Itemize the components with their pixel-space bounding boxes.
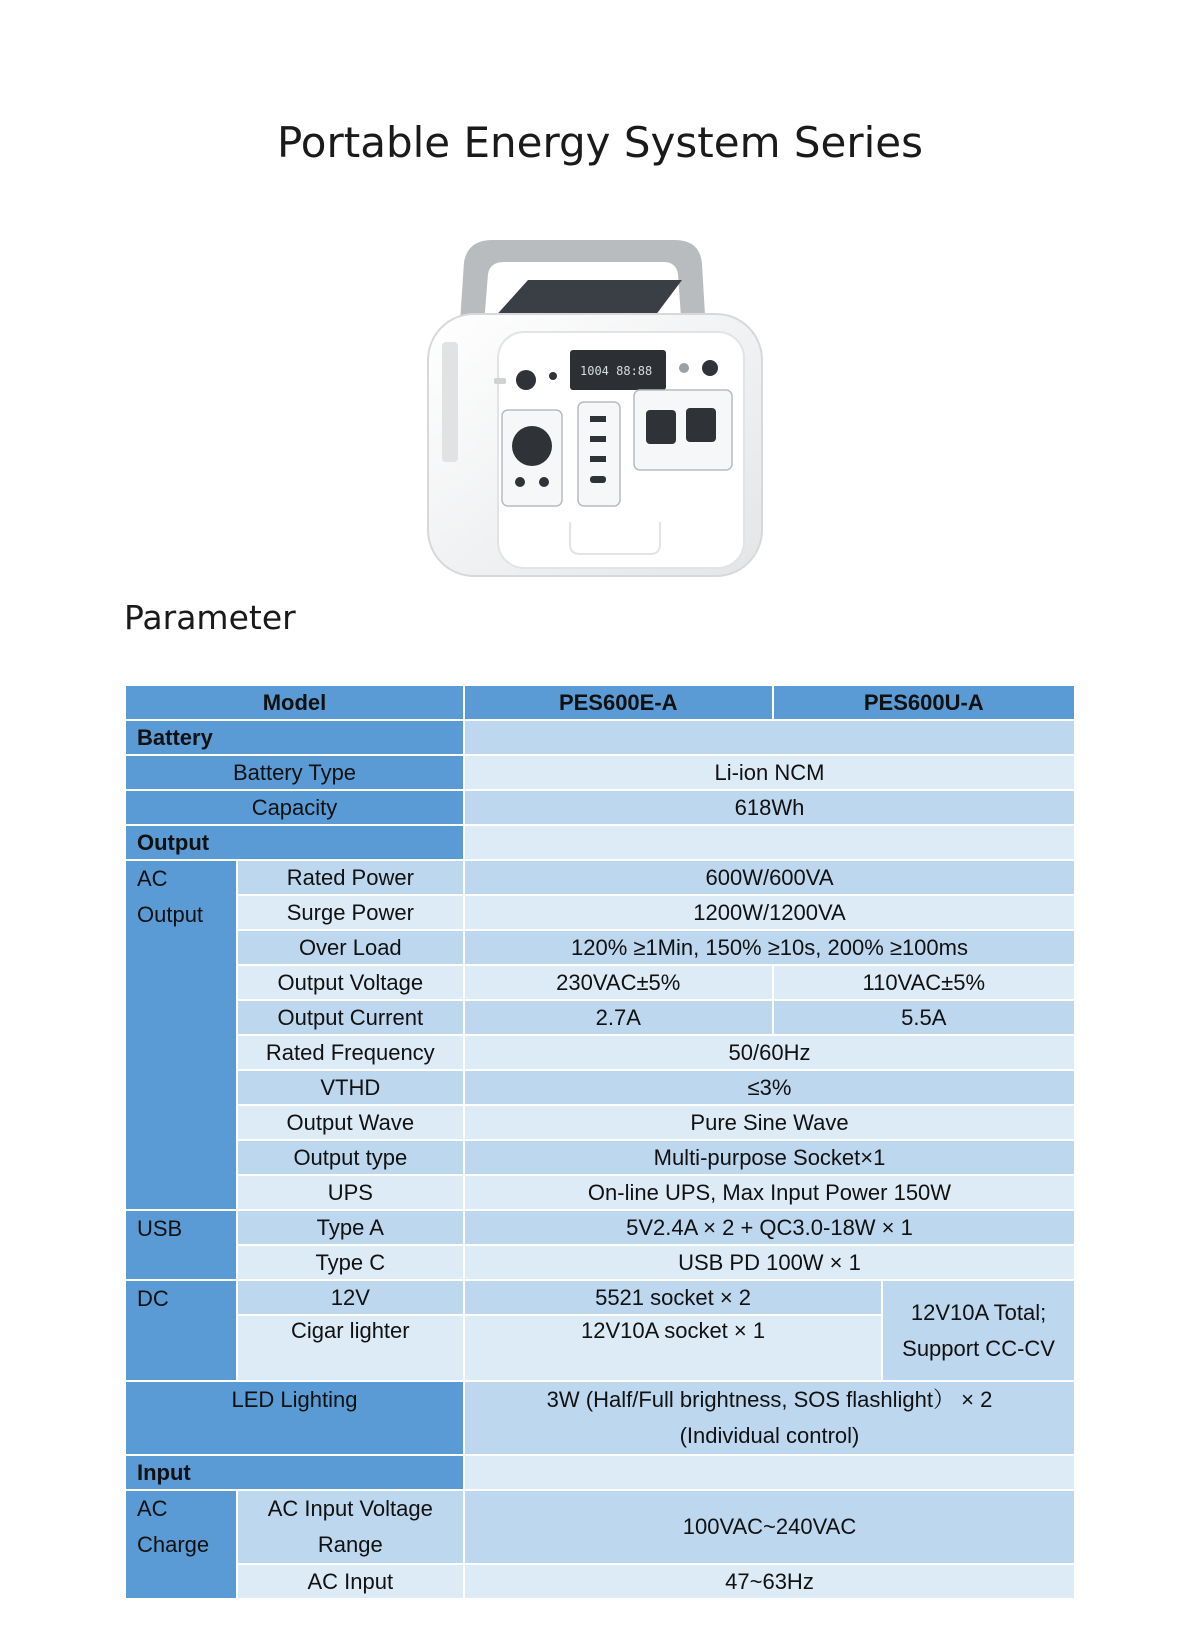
- table-row: [125, 1070, 1075, 1105]
- spec-table: [124, 684, 1076, 1600]
- table-row: [125, 1280, 1075, 1315]
- row-value: 2.7A: [464, 1000, 773, 1035]
- group-ac-output: AC Output: [125, 860, 237, 1210]
- table-header-row: [125, 685, 1075, 720]
- row-label: 12V: [237, 1280, 464, 1315]
- ac-outlet-icon: [686, 408, 716, 442]
- table-row: [125, 965, 1075, 1000]
- header-col1: PES600E-A: [464, 685, 773, 720]
- row-label: Surge Power: [237, 895, 464, 930]
- row-value: 5V2.4A × 2 + QC3.0-18W × 1: [464, 1210, 1075, 1245]
- row-label: Rated Power: [237, 860, 464, 895]
- row-label: Over Load: [237, 930, 464, 965]
- row-value: 47~63Hz: [464, 1564, 1075, 1599]
- group-dc: DC: [125, 1280, 237, 1381]
- row-value: 5521 socket × 2: [464, 1280, 882, 1315]
- section-output-filler: [464, 825, 1075, 860]
- row-value: Multi-purpose Socket×1: [464, 1140, 1075, 1175]
- row-label: Output Voltage: [237, 965, 464, 1000]
- dc-total-value: 12V10A Total; Support CC-CV: [882, 1280, 1075, 1381]
- row-label: Capacity: [125, 790, 464, 825]
- row-label: Cigar lighter: [237, 1315, 464, 1381]
- product-photo: [420, 232, 780, 602]
- row-label: Type A: [237, 1210, 464, 1245]
- table-row: [125, 1210, 1075, 1245]
- row-value: 600W/600VA: [464, 860, 1075, 895]
- row-label: AC Input: [237, 1564, 464, 1599]
- table-row: [125, 1140, 1075, 1175]
- row-value: 3W (Half/Full brightness, SOS flashlight） × 2 (Individual control): [464, 1381, 1075, 1455]
- row-value: 100VAC~240VAC: [464, 1490, 1075, 1564]
- section-input-filler: [464, 1455, 1075, 1490]
- header-model: Model: [125, 685, 464, 720]
- row-label: Output Wave: [237, 1105, 464, 1140]
- row-value: 120% ≥1Min, 150% ≥10s, 200% ≥100ms: [464, 930, 1075, 965]
- section-input: Input: [125, 1455, 464, 1490]
- table-row: [125, 1245, 1075, 1280]
- row-value: 230VAC±5%: [464, 965, 773, 1000]
- row-value: On-line UPS, Max Input Power 150W: [464, 1175, 1075, 1210]
- ac-outlet-icon: [646, 410, 676, 444]
- row-value: Pure Sine Wave: [464, 1105, 1075, 1140]
- row-label: Battery Type: [125, 755, 464, 790]
- row-value: 12V10A socket × 1: [464, 1315, 882, 1381]
- row-value: 5.5A: [773, 1000, 1075, 1035]
- table-row: [125, 1175, 1075, 1210]
- row-value: ≤3%: [464, 1070, 1075, 1105]
- row-value: Li-ion NCM: [464, 755, 1075, 790]
- cigar-socket-icon: [512, 426, 552, 466]
- row-label: AC Input Voltage Range: [237, 1490, 464, 1564]
- row-label: VTHD: [237, 1070, 464, 1105]
- row-label: Output type: [237, 1140, 464, 1175]
- group-ac-charge: AC Charge: [125, 1490, 237, 1599]
- header-col2: PES600U-A: [773, 685, 1075, 720]
- table-row: [125, 1490, 1075, 1564]
- row-value: 110VAC±5%: [773, 965, 1075, 1000]
- row-label: Output Current: [237, 1000, 464, 1035]
- table-row: [125, 895, 1075, 930]
- table-row: [125, 755, 1075, 790]
- parameter-heading: Parameter: [124, 598, 296, 637]
- lcd-reading: 1004 88:88: [580, 364, 653, 378]
- section-battery-filler: [464, 720, 1075, 755]
- section-output: Output: [125, 825, 464, 860]
- table-row: [125, 1564, 1075, 1599]
- table-row: [125, 1000, 1075, 1035]
- row-value: 618Wh: [464, 790, 1075, 825]
- table-row: [125, 1381, 1075, 1455]
- table-row: [125, 790, 1075, 825]
- row-label: Type C: [237, 1245, 464, 1280]
- page-title: Portable Energy System Series: [276, 118, 924, 167]
- table-row: [125, 720, 1075, 755]
- table-row: [125, 860, 1075, 895]
- table-row: [125, 1105, 1075, 1140]
- section-battery: Battery: [125, 720, 464, 755]
- group-usb: USB: [125, 1210, 237, 1280]
- row-label: LED Lighting: [125, 1381, 464, 1455]
- row-value: USB PD 100W × 1: [464, 1245, 1075, 1280]
- table-row: [125, 930, 1075, 965]
- row-value: 1200W/1200VA: [464, 895, 1075, 930]
- row-label: UPS: [237, 1175, 464, 1210]
- table-row: [125, 1455, 1075, 1490]
- table-row: [125, 825, 1075, 860]
- row-value: 50/60Hz: [464, 1035, 1075, 1070]
- table-row: [125, 1035, 1075, 1070]
- row-label: Rated Frequency: [237, 1035, 464, 1070]
